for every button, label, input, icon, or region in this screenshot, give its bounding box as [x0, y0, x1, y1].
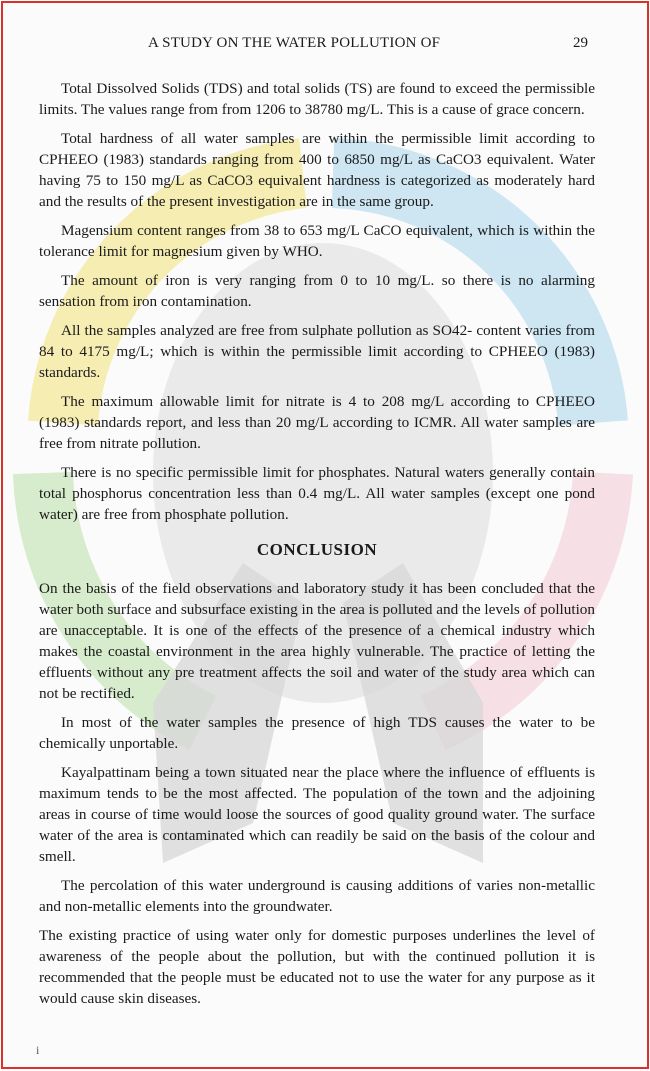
- paragraph-nitrate: The maximum allowable limit for nitrate is 4 to 208 mg/L according to CPHEEO (1983) standards report, and less than 20 mg/L according to ICMR. All water samples are free from nitrate pollution.: [39, 393, 595, 452]
- section-heading: CONCLUSION: [256, 540, 378, 559]
- footer-mark: i: [36, 1043, 40, 1057]
- page-header: [3, 35, 647, 57]
- running-title: A STUDY ON THE WATER POLLUTION OF: [148, 35, 441, 51]
- document-page: [1, 1, 649, 1069]
- paragraph-conclusion-5: The existing practice of using water only for domestic purposes underlines the level of awareness of the people about the pollution, but with the continued pollution it is recommended that the people must be educated not to use the water for any purpose as it would cause skin diseases.: [39, 927, 595, 1007]
- page-number: 29: [573, 35, 588, 51]
- paragraph-tds: Total Dissolved Solids (TDS) and total solids (TS) are found to exceed the permissible limits. The values range from from 1206 to 38780 mg/L. This is a cause of grace concern.: [39, 80, 595, 118]
- paragraph-conclusion-4: The percolation of this water underground is causing additions of varies non-metallic and non-metallic elements into the groundwater.: [39, 877, 595, 915]
- body-text: [39, 78, 595, 1017]
- paragraph-phosphate: There is no specific permissible limit for phosphates. Natural waters generally contain total phosphorus concentration less than 0.4 mg/L. All water samples (except one pond water) are free from phosphate pollution.: [39, 464, 595, 523]
- paragraph-magnesium: Magensium content ranges from 38 to 653 mg/L CaCO equivalent, which is within the tolerance limit for magnesium given by WHO.: [39, 222, 595, 260]
- paragraph-conclusion-2: In most of the water samples the presence of high TDS causes the water to be chemically unportable.: [39, 714, 595, 752]
- paragraph-conclusion-3: Kayalpattinam being a town situated near the place where the influence of effluents is maximum tends to be the most affected. The population of the town and the adjoining areas in course of time would loose the sources of good quality ground water. The surface water of the area is contaminated which can readily be said on the basis of the colour and smell.: [39, 764, 595, 865]
- paragraph-conclusion-1: On the basis of the field observations and laboratory study it has been concluded that the water both surface and subsurface existing in the area is polluted and the levels of pollution are unacceptable. It is one of the effects of the presence of a chemical industry which makes the coastal environment in the area highly vulnerable. The practice of letting the effluents without any pre treatment affects the soil and water of the study area which can not be rectified.: [39, 580, 595, 702]
- paragraph-hardness: Total hardness of all water samples are within the permissible limit according to CPHEEO (1983) standards ranging from 400 to 6850 mg/L as CaCO3 equivalent. Water having 75 to 150 mg/L as CaCO3 equivalent hardness is categorized as moderately hard and the results of the present investigation are in the same group.: [39, 130, 595, 210]
- paragraph-iron: The amount of iron is very ranging from 0 to 10 mg/L. so there is no alarming sensation from iron contamination.: [39, 272, 595, 310]
- paragraph-sulphate: All the samples analyzed are free from sulphate pollution as SO42- content varies from 84 to 4175 mg/L; which is within the permissible limit according to CPHEEO (1983) standards.: [39, 322, 595, 381]
